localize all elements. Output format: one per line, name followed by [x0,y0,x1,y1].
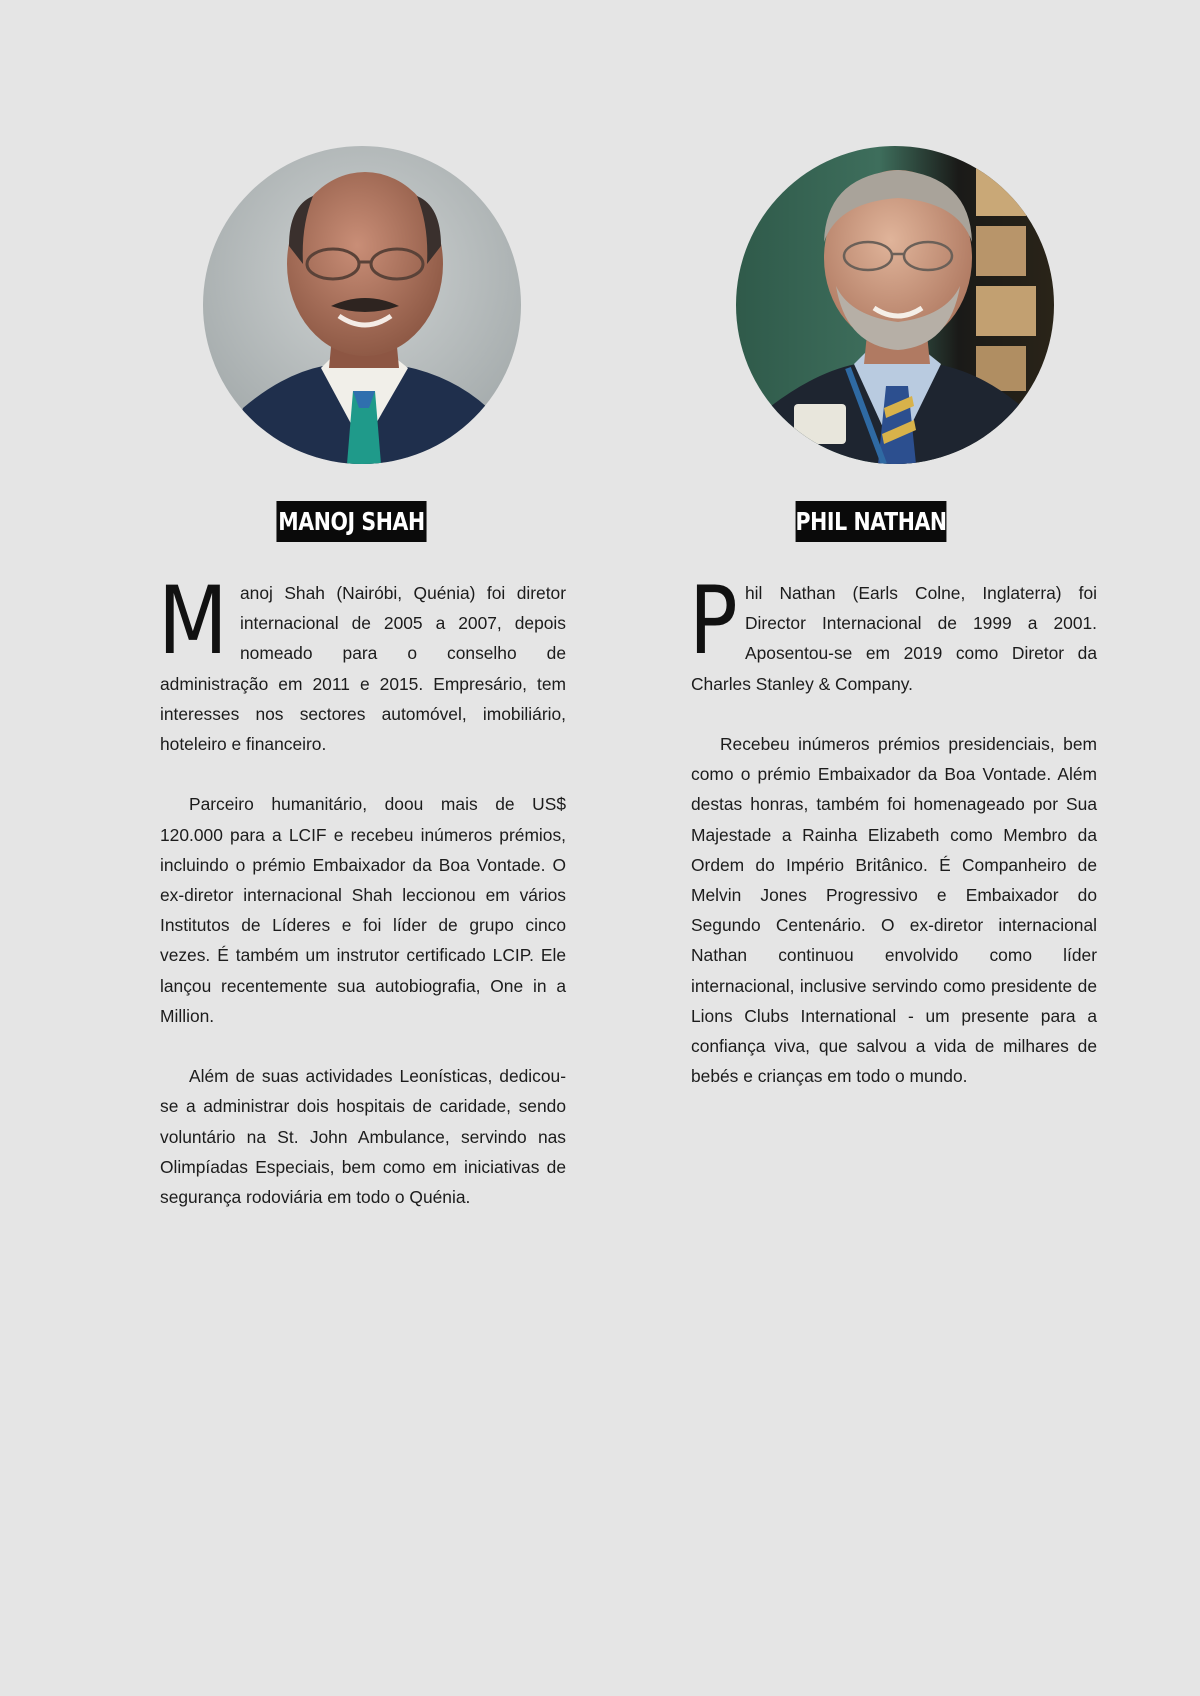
portrait-photo-manoj-shah [203,146,521,464]
bio-paragraph: Recebeu inúmeros prémios presidenciais, bem como o prémio Embaixador da Boa Vontade. Além destas honras, também foi homenageado por Sua Majestade a Rainha Elizabeth como Membro da Ordem do Império Britânico. É Companheiro de Melvin Jones Progressivo e Embaixador do Segundo Centenário. O ex-diretor internacional Nathan continuou envolvido como líder internacional, inclusive servindo como presidente de Lions Clubs International - um presente para a confiança viva, que salvou a vida de milhares de bebés e crianças em todo o mundo. [691,734,1097,1087]
bio-manoj-shah [158,567,566,1242]
bio-intro-paragraph [158,567,566,759]
bio-intro-text: hil Nathan (Earls Colne, Inglaterra) foi Director Internacional de 1999 a 2001. Aposentou-se em 2019 como Diretor da Charles Stanley & Company. [691,583,1097,694]
bio-paragraph: Parceiro humanitário, doou mais de US$ 120.000 para a LCIF e recebeu inúmeros prémios, incluindo o prémio Embaixador da Boa Vontade. O ex-diretor internacional Shah leccionou em vários Institutos de Líderes e foi líder de grupo cinco vezes. É também um instrutor certificado LCIP. Ele lançou recentemente sua autobiografia, One in a Million. [160,794,566,1026]
bio-phil-nathan [689,567,1097,1122]
portrait-photo-phil-nathan [736,146,1054,464]
drop-cap-letter: M [158,567,228,676]
name-plate-phil-nathan: PHIL NATHAN [796,501,947,542]
bio-paragraph: Além de suas actividades Leonísticas, dedicou-se a administrar dois hospitais de caridade, sendo voluntário na St. John Ambulance, servindo nas Olimpíadas Especiais, bem como em iniciativas de segurança rodoviária em todo o Quénia. [160,1066,566,1208]
drop-cap-letter: P [689,567,738,676]
bio-intro-text: anoj Shah (Nairóbi, Quénia) foi diretor internacional de 2005 a 2007, depois nomeado para o conselho de administração em 2011 e 2015. Empresário, tem interesses nos sectores automóvel, imobiliário, hoteleiro e financeiro. [160,583,566,755]
name-plate-manoj-shah: MANOJ SHAH [276,501,426,542]
bio-intro-paragraph [689,567,1097,699]
